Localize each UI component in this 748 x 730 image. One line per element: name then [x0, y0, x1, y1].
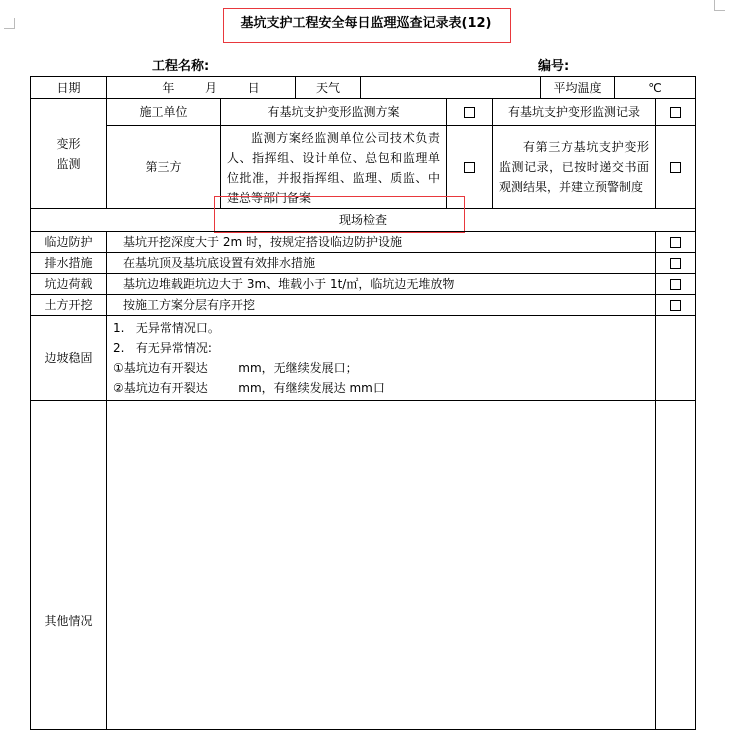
slope-line: ①基坑边有开裂达 mm，无继续发展口； [113, 361, 358, 375]
other-content[interactable] [106, 400, 656, 730]
avg-temp-field[interactable]: ℃ [614, 76, 696, 99]
page-corner [4, 18, 15, 29]
site-check-header: 现场检查 [30, 208, 696, 232]
check-item-label: 临边防护 [30, 231, 107, 253]
slope-line: 2. 有无异常情况: [113, 341, 212, 355]
check-item-label: 排水措施 [30, 252, 107, 274]
slope-line: 1. 无异常情况口。 [113, 321, 220, 335]
third-record-checkbox[interactable] [655, 125, 696, 209]
site-check-highlight [214, 196, 465, 233]
number-label: 编号: [538, 59, 570, 74]
day-label: 日 [247, 80, 260, 95]
check-item-text: 按施工方案分层有序开挖 [106, 294, 656, 316]
other-check-cell[interactable] [655, 400, 696, 730]
plan-checkbox[interactable] [446, 98, 493, 126]
weather-field[interactable] [360, 76, 541, 99]
month-label: 月 [204, 80, 217, 95]
record-label: 有基坑支护变形监测记录 [492, 98, 656, 126]
check-item-text: 基坑开挖深度大于 2m 时，按规定搭设临边防护设施 [106, 231, 656, 253]
slope-content [106, 315, 656, 401]
date-field[interactable] [106, 76, 296, 99]
slope-label: 边坡稳固 [30, 315, 107, 401]
third-party-label: 第三方 [106, 125, 221, 209]
project-name-label: 工程名称: [152, 59, 210, 74]
construction-unit-label: 施工单位 [106, 98, 221, 126]
weather-label: 天气 [295, 76, 361, 99]
avg-temp-label: 平均温度 [540, 76, 615, 99]
check-item-label: 土方开挖 [30, 294, 107, 316]
record-checkbox[interactable] [655, 98, 696, 126]
check-item-text: 在基坑顶及基坑底设置有效排水措施 [106, 252, 656, 274]
check-item-checkbox[interactable] [655, 231, 696, 253]
other-label: 其他情况 [30, 400, 107, 730]
slope-check-cell[interactable] [655, 315, 696, 401]
check-item-label: 坑边荷载 [30, 273, 107, 295]
plan-label: 有基坑支护变形监测方案 [220, 98, 447, 126]
monitor-label: 变形 监测 [30, 98, 107, 209]
third-record-text: 有第三方基坑支护变形监测记录，已按时递交书面观测结果，并建立预警制度 [492, 125, 656, 209]
check-item-checkbox[interactable] [655, 252, 696, 274]
check-item-checkbox[interactable] [655, 273, 696, 295]
page-corner [714, 0, 725, 11]
doc-title: 基坑支护工程安全每日监理巡查记录表(12) [240, 16, 492, 31]
third-plan-text: 监测方案经监测单位公司技术负责人、指挥组、设计单位、总包和监理单位批准，并报指挥组、监理、质监、中建总等部门备案 [220, 125, 447, 209]
date-label: 日期 [30, 76, 107, 99]
slope-line: ②基坑边有开裂达 mm，有继续发展达 mm口 [113, 381, 385, 395]
check-item-checkbox[interactable] [655, 294, 696, 316]
year-label: 年 [162, 80, 175, 95]
check-item-text: 基坑边堆载距坑边大于 3m、堆载小于 1t/㎡，临坑边无堆放物 [106, 273, 656, 295]
